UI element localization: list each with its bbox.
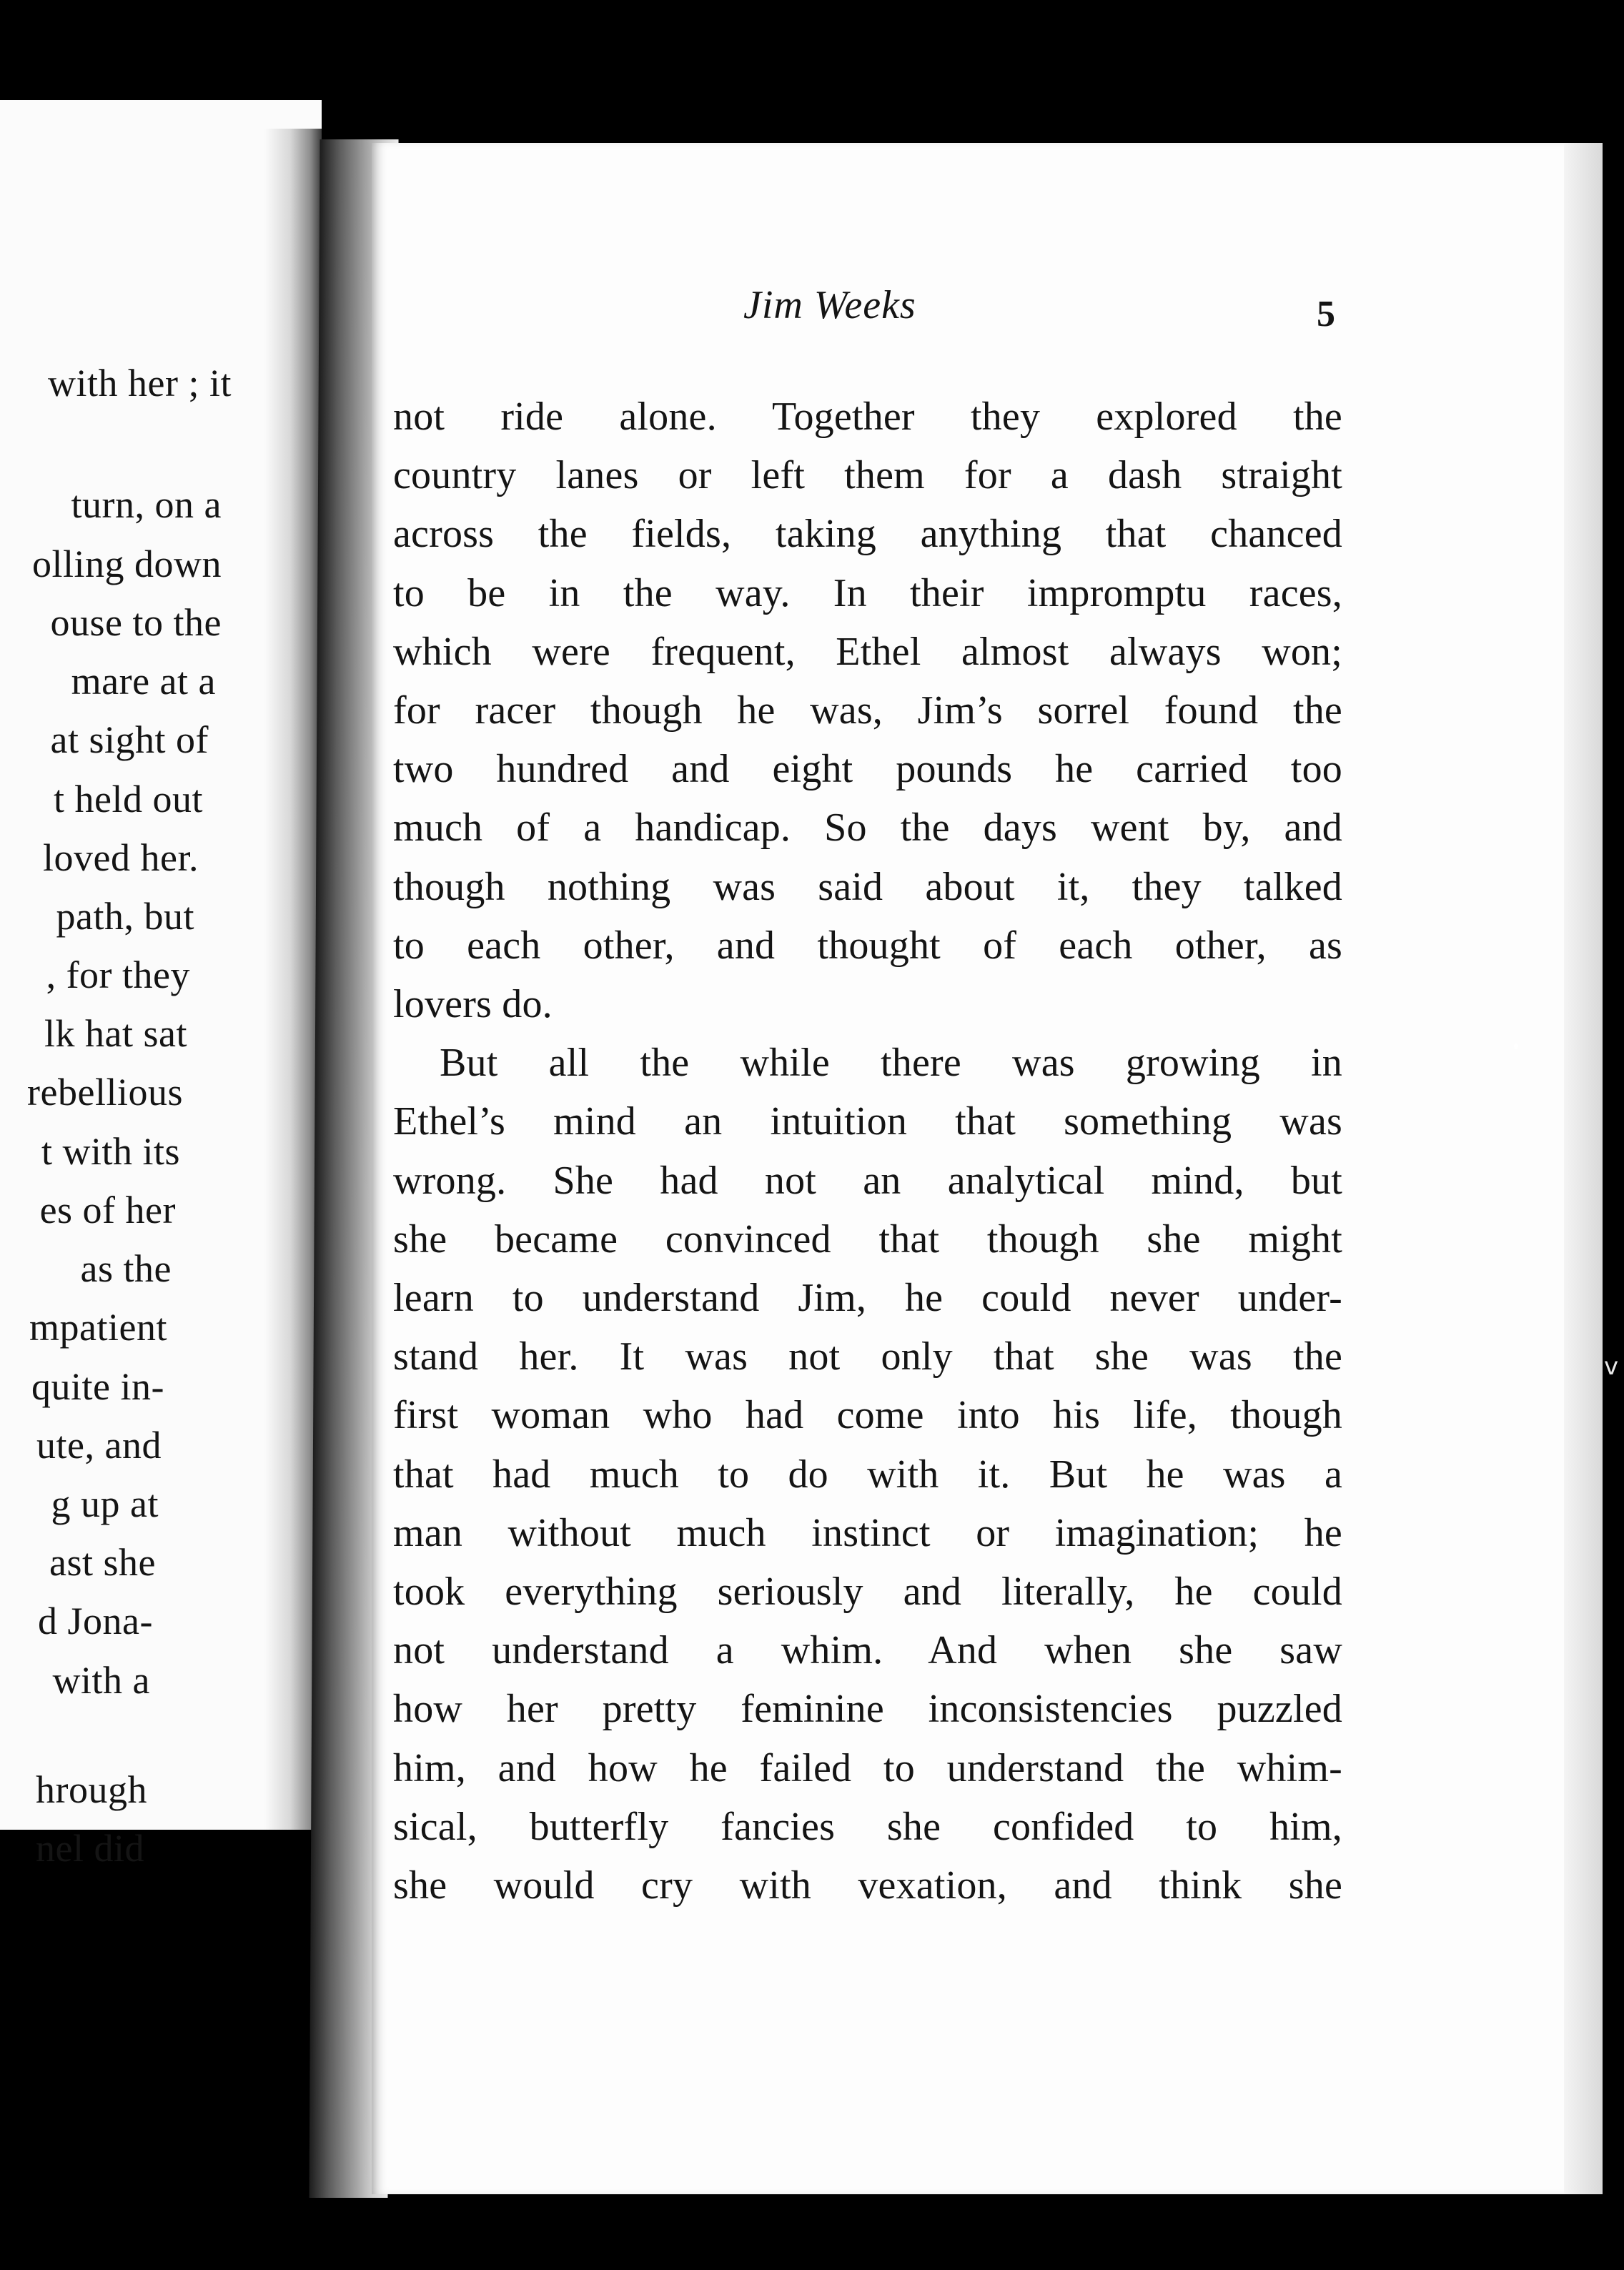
previous-page-line: es of her [39,1189,176,1231]
previous-page-line: turn, on a [71,483,222,526]
text-line: to be in the way. In their impromptu races, [393,570,1342,615]
previous-page-line: d Jona- [38,1600,153,1642]
previous-page-line: quite in- [31,1365,164,1408]
text-line: Ethel’s mind an intuition that something was [393,1099,1342,1144]
previous-page-line: rebellious [27,1071,183,1114]
text-line: took everything seriously and literally, he could [393,1570,1342,1614]
previous-page-line: nel did [36,1827,144,1870]
previous-page-line: hrough [36,1768,147,1811]
running-head: Jim Weeks [743,283,916,327]
scan-artifact-mark: v [1604,1352,1619,1381]
text-line: not understand a whim. And when she saw [393,1628,1342,1673]
previous-page-line: g up at [51,1482,159,1525]
previous-page-line: ast she [49,1541,156,1584]
text-line: how her pretty feminine inconsistencies puzzled [393,1687,1342,1732]
text-line: she would cry with vexation, and think she [393,1863,1342,1908]
previous-page-line: at sight of [50,718,209,761]
previous-page-line: mare at a [71,660,216,703]
previous-page-line: t with its [41,1130,180,1173]
text-line: But all the while there was growing in [440,1041,1342,1086]
text-line: stand her. It was not only that she was the [393,1334,1342,1379]
previous-page-line: loved her. [43,836,199,879]
text-line: much of a handicap. So the days went by, and [393,806,1342,851]
previous-page-line: olling down [31,542,222,585]
previous-page-line: path, but [56,895,194,938]
text-line: not ride alone. Together they explored the [393,395,1342,439]
text-line: man without much instinct or imagination; he [393,1510,1342,1555]
scan-speck [1514,1044,1518,1049]
text-line: which were frequent, Ethel almost always won; [393,629,1342,674]
text-line: she became convinced that though she might [393,1216,1342,1262]
text-line: wrong. She had not an analytical mind, but [393,1158,1342,1203]
text-line: that had much to do with it. But he was a [393,1452,1342,1497]
previous-page-line: ouse to the [50,601,222,644]
text-line: sical, butterfly fancies she confided to him, [393,1804,1342,1849]
page-number: 5 [1317,294,1335,334]
previous-page-line: ute, and [36,1424,162,1467]
previous-page-line: t held out [54,778,203,821]
text-line: learn to understand Jim, he could never under- [393,1276,1342,1320]
text-line: though nothing was said about it, they talked [393,864,1342,909]
text-line: lovers do. [393,982,553,1026]
previous-page-line: , for they [46,953,190,996]
text-line: first woman who had come into his life, though [393,1393,1342,1438]
previous-page-line: as the [80,1247,172,1290]
previous-page-line: with her ; it [48,362,232,405]
previous-page-line: with a [52,1659,150,1702]
page-edge-shading [1564,143,1603,2194]
text-line: country lanes or left them for a dash straight [393,453,1342,498]
text-line: him, and how he failed to understand the whim- [393,1745,1342,1790]
previous-page-line: mpatient [29,1306,167,1349]
scan-speck [309,84,315,88]
previous-page-line: lk hat sat [44,1012,187,1055]
text-line: for racer though he was, Jim’s sorrel found the [393,688,1342,733]
text-line: to each other, and thought of each other, as [393,923,1342,968]
text-line: two hundred and eight pounds he carried too [393,747,1342,792]
text-line: across the fields, taking anything that chanced [393,512,1342,557]
